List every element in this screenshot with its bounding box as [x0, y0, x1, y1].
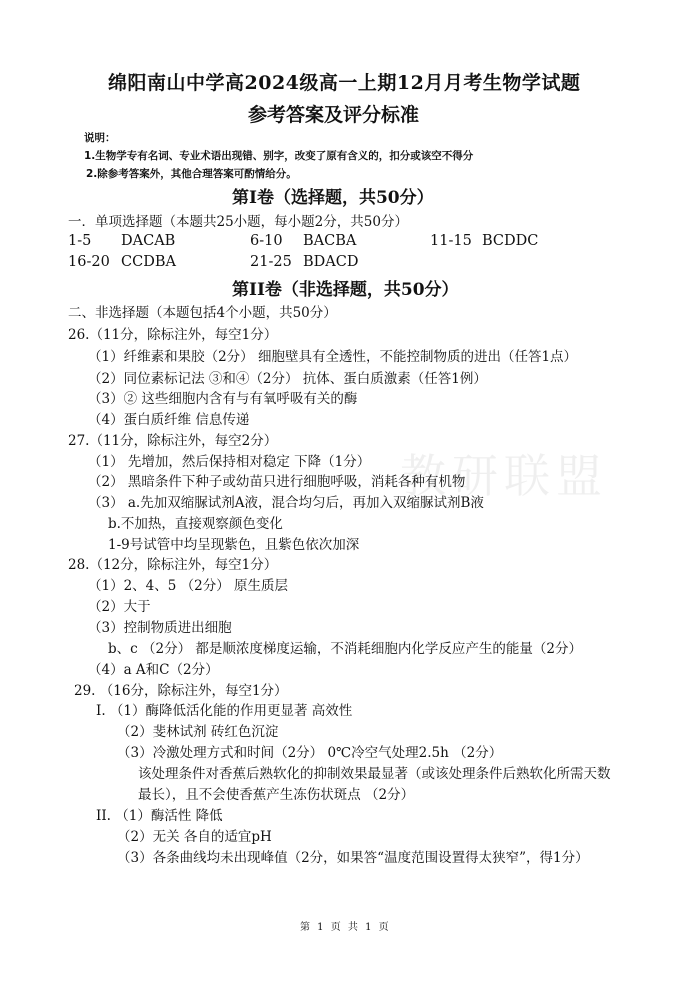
question-header: 28.（12分，除标注外，每空1分） [68, 557, 278, 573]
answer-range: 6-10 [250, 233, 283, 249]
answer-line: b、c （2分） 都是顺浓度梯度运输，不消耗细胞内化学反应产生的能量（2分） [108, 641, 582, 657]
answer-line: （3）控制物质进出细胞 [88, 620, 232, 636]
part2-title: 第II卷（非选择题，共50分） [232, 280, 459, 300]
answer-range: 16-20 [68, 254, 110, 270]
answer-line: （3）冷激处理方式和时间（2分） 0℃冷空气处理2.5h （2分） [117, 745, 503, 761]
answer-line: （1）2、4、5 （2分） 原生质层 [88, 578, 289, 594]
answer-line: （2）大于 [88, 599, 151, 615]
answer-line: （4）a A和C（2分） [88, 662, 219, 678]
answer-line: 最长），且不会使香蕉产生冻伤状斑点 （2分） [138, 787, 415, 803]
page-footer: 第 1 页 共 1 页 [300, 922, 391, 933]
answer-line: （4）蛋白质纤维 信息传递 [88, 412, 250, 428]
part1-header: 一．单项选择题（本题共25小题，每小题2分，共50分） [68, 214, 408, 230]
answer-line: （2）斐林试剂 砖红色沉淀 [117, 724, 279, 740]
part2-header: 二、非选择题（本题包括4个小题，共50分） [68, 305, 337, 321]
answer-line: （3）各条曲线均未出现峰值（2分，如果答“温度范围设置得太狭窄”，得1分） [117, 850, 589, 866]
answer-line: （1）纤维素和果胶（2分） 细胞壁具有全透性，不能控制物质的进出（任答1点） [88, 349, 578, 365]
answer-range: 21-25 [250, 254, 292, 270]
question-header: 27.（11分，除标注外，每空2分） [68, 433, 278, 449]
part1-title: 第Ⅰ卷（选择题，共50分） [232, 188, 434, 208]
watermark: 教研联盟 [400, 449, 608, 503]
answer-value: DACAB [121, 233, 176, 249]
answer-range: 1-5 [68, 233, 92, 249]
page-title: 绵阳南山中学高2024级高一上期12月月考生物学试题 [108, 72, 581, 94]
answer-value: BACBA [303, 233, 357, 249]
answer-line: （2） 黑暗条件下种子或幼苗只进行细胞呼吸，消耗各种有机物 [88, 474, 466, 490]
answer-value: BCDDC [482, 233, 539, 249]
answer-line: 该处理条件对香蕉后熟软化的抑制效果最显著（或该处理条件后熟软化所需天数 [138, 766, 611, 782]
answer-line: （2）同位素标记法 ③和④（2分） 抗体、蛋白质激素（任答1例） [88, 371, 487, 387]
answer-line: b.不加热，直接观察颜色变化 [108, 516, 283, 532]
notes-heading: 说明： [84, 132, 116, 144]
answer-value: CCDBA [121, 254, 176, 270]
question-header: 29. （16分，除标注外，每空1分） [74, 683, 288, 699]
note-item: 1.生物学专有名词、专业术语出现错、别字，改变了原有含义的，扣分或该空不得分 [84, 150, 474, 162]
answer-line: （1） 先增加，然后保持相对稳定 下降（1分） [88, 454, 371, 470]
answer-line: 1-9号试管中均呈现紫色，且紫色依次加深 [108, 537, 360, 553]
answer-line: （3）② 这些细胞内含有与有氧呼吸有关的酶 [88, 391, 358, 407]
answer-line: II. （1）酶活性 降低 [96, 808, 223, 824]
answer-line: I. （1）酶降低活化能的作用更显著 高效性 [96, 703, 353, 719]
answer-line: （3） a.先加双缩脲试剂A液，混合均匀后，再加入双缩脲试剂B液 [88, 495, 484, 511]
question-header: 26.（11分，除标注外，每空1分） [68, 327, 278, 343]
answer-value: BDACD [303, 254, 359, 270]
answer-line: （2）无关 各自的适宜pH [117, 829, 272, 845]
page-subtitle: 参考答案及评分标准 [248, 104, 420, 126]
answer-range: 11-15 [430, 233, 472, 249]
note-item: 2.除参考答案外，其他合理答案可酌情给分。 [86, 168, 297, 180]
